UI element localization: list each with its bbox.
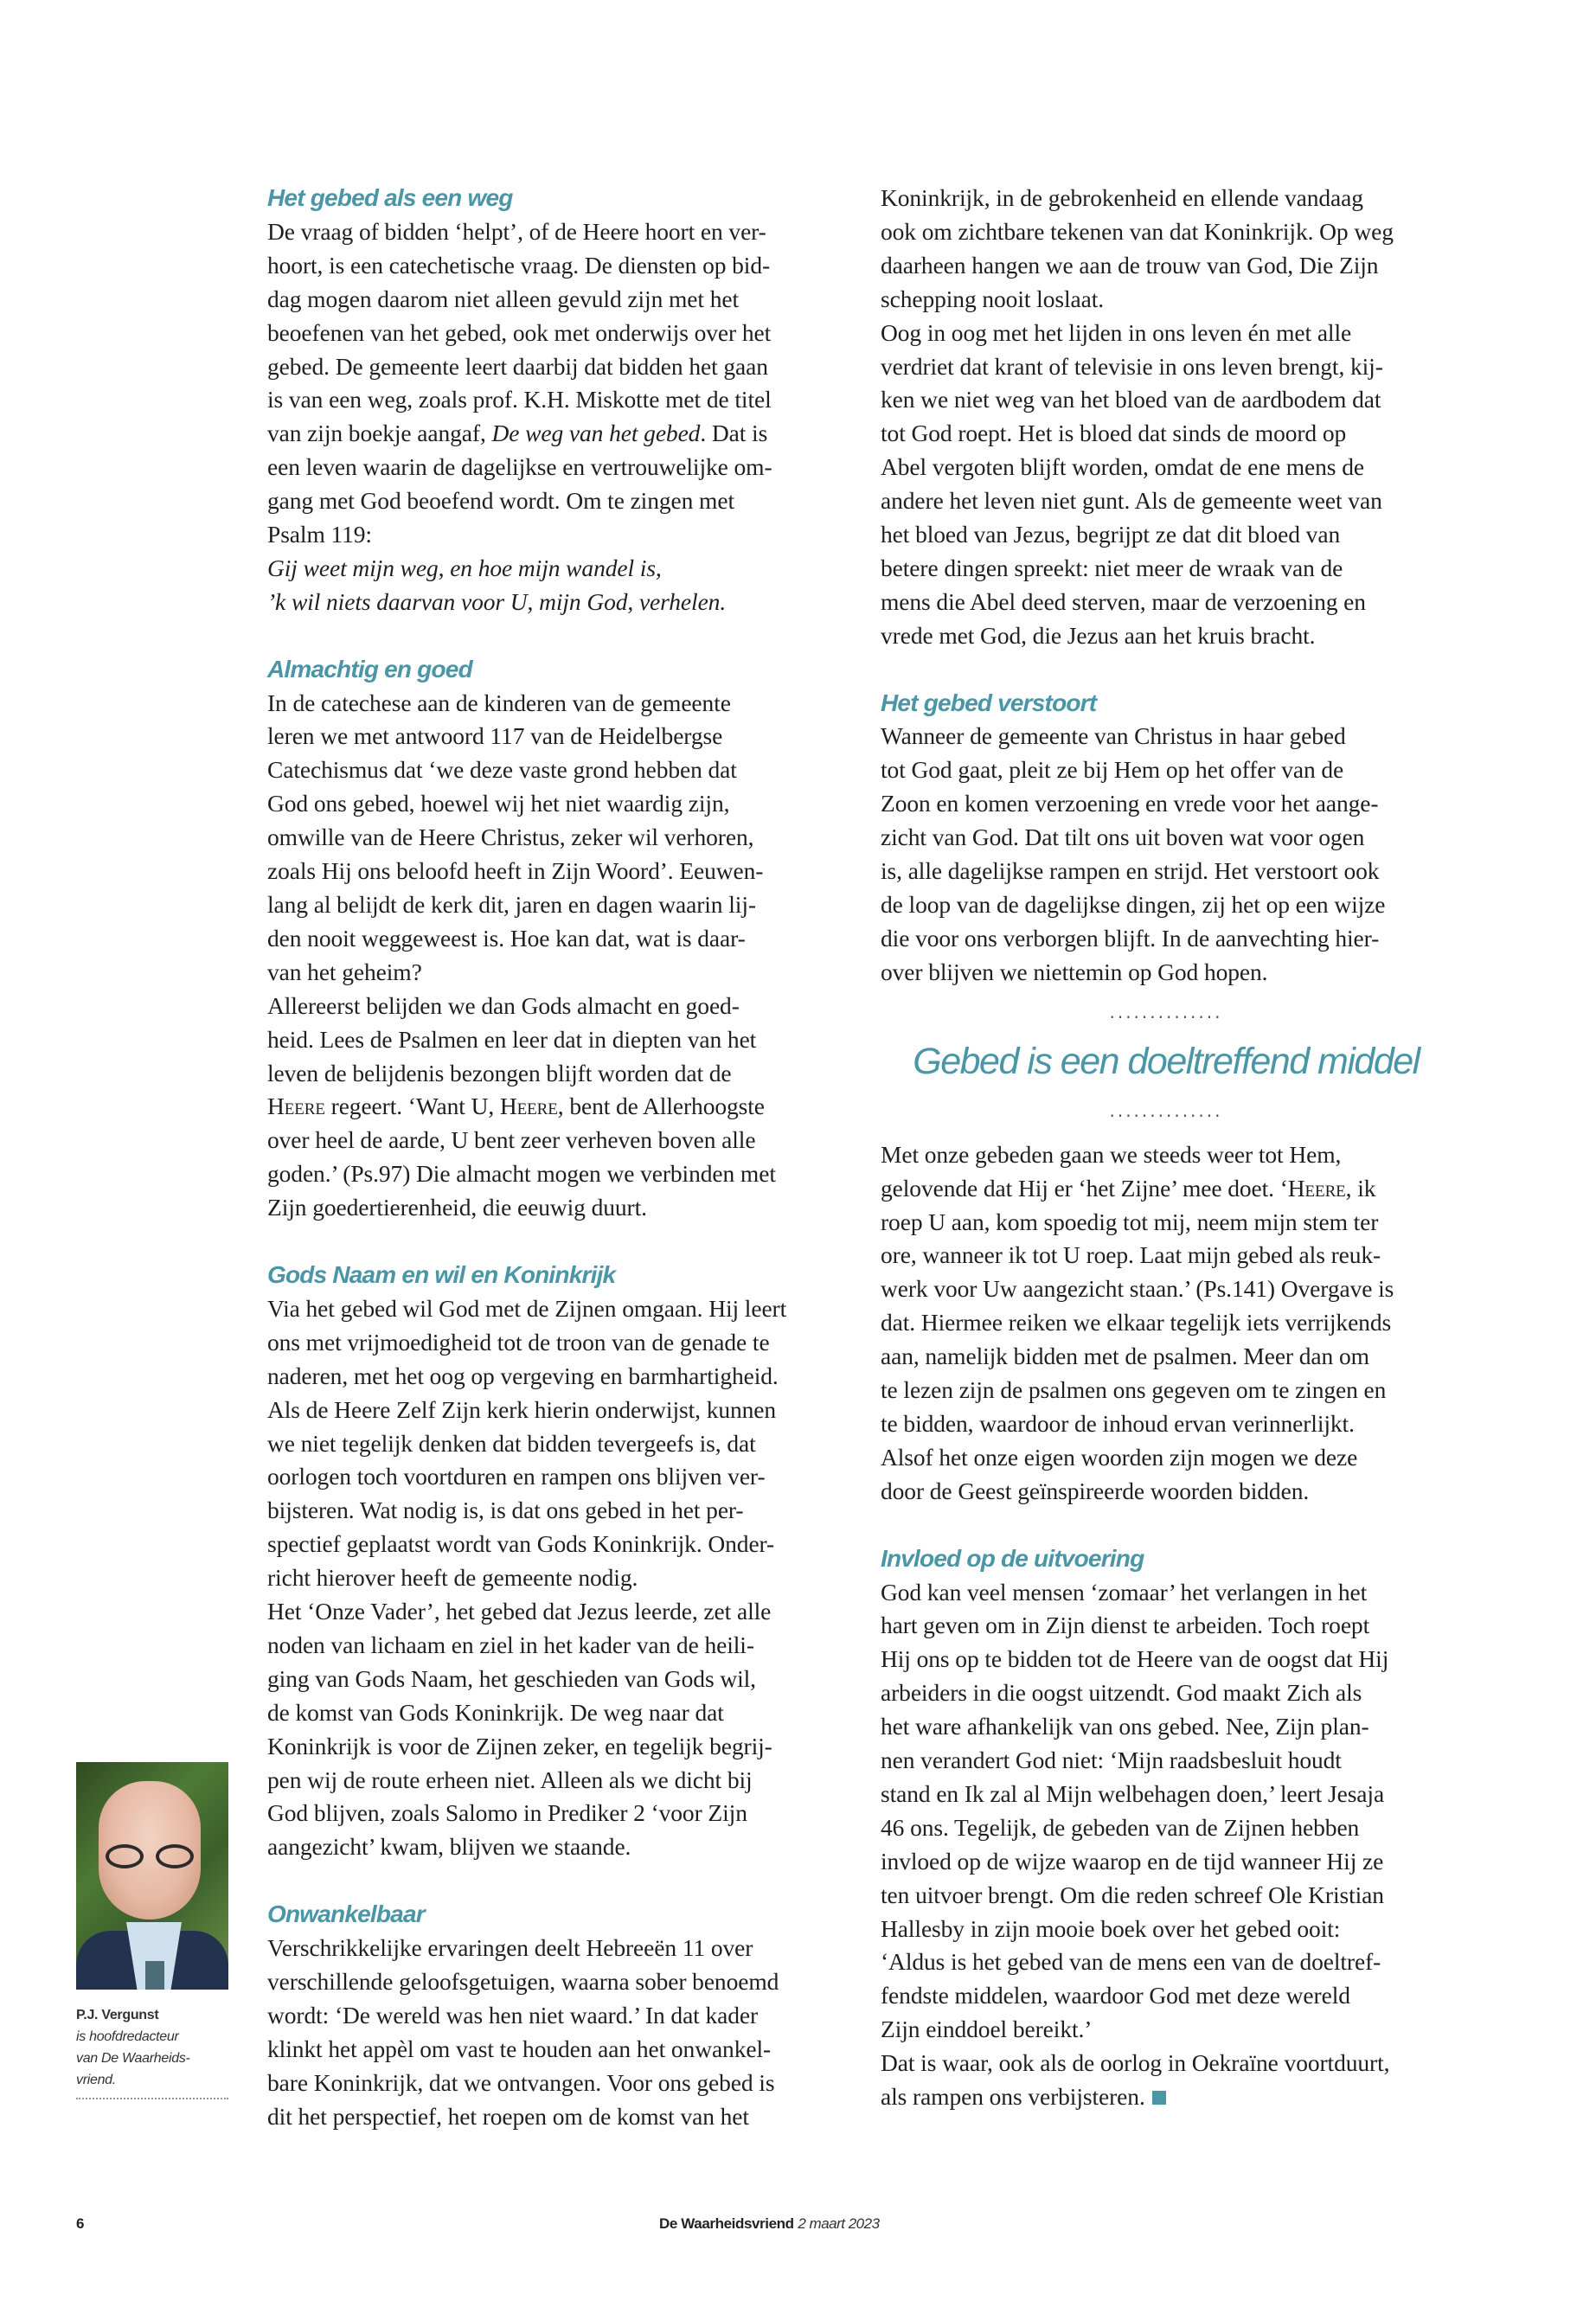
end-of-article-square-icon [1152,2091,1166,2105]
text-span: , bent de Allerhoogste [557,1093,765,1120]
text-span: , ik [1345,1174,1376,1202]
body-line: omwille van de Heere Christus, zeker wil verhoren, [267,824,754,851]
body-line: tot God roept. Het is bloed dat sinds de moord op [881,420,1347,447]
body-line: leren we met antwoord 117 van de Heidelbergse [267,722,723,750]
body-line: andere het leven niet gunt. Als de gemeente weet van [881,487,1382,515]
author-role-line: vriend. [76,2073,116,2087]
publication-footer [659,2215,880,2233]
body-line: die voor ons verborgen blijft. In de aanvechting hier- [881,924,1380,952]
text-span: gelovende dat Hij er ‘het Zijne’ mee doet. ‘ [881,1174,1288,1202]
body-line: mens die Abel deed sterven, maar de verzoening en [881,587,1366,615]
spacer [881,653,1452,687]
body-line: over heel de aarde, U bent zeer verheven boven alle [267,1126,756,1154]
body-line: nen verandert God niet: ‘Mijn raadsbesluit houdt [881,1747,1342,1774]
section-heading: Invloed op de uitvoering [881,1544,1144,1572]
body-line: ‘Aldus is het gebed van de mens een van de doeltref- [881,1948,1381,1976]
body-line: ging van Gods Naam, het geschieden van Gods wil, [267,1664,756,1692]
body-line: oorlogen toch voortduren en rampen ons blijven ver- [267,1463,766,1490]
body-line: arbeiders in die oogst uitzendt. God maakt Zich als [881,1679,1362,1707]
body-line: werk voor Uw aangezicht staan.’ (Ps.141) Overgave is [881,1275,1394,1303]
body-line: een leven waarin de dagelijkse en vertrouwelijke om- [267,453,772,481]
body-line: het ware afhankelijk van ons gebed. Nee, Zijn plan- [881,1713,1369,1740]
author-box [76,1762,228,2099]
body-line: Psalm 119: [267,521,372,548]
body-line: Koninkrijk, in de gebrokenheid en ellende vandaag [881,184,1363,211]
body-line: God kan veel mensen ‘zomaar’ het verlangen in het [881,1578,1368,1606]
body-line: de komst van Gods Koninkrijk. De weg naar dat [267,1698,724,1726]
body-line: invloed op de wijze waarop en de tijd wanneer Hij ze [881,1847,1384,1875]
body-line: is, alle dagelijkse rampen en strijd. Het verstoort ook [881,857,1380,885]
body-line: schepping nooit loslaat. [881,285,1105,312]
body-line: God ons gebed, hoewel wij het niet waardig zijn, [267,790,730,817]
small-caps-heere: Heere [1287,1174,1346,1202]
body-line: ore, wanneer ik tot U roep. Laat mijn gebed als reuk- [881,1241,1381,1269]
spacer [267,619,838,653]
body-line: het bloed van Jezus, begrijpt ze dat dit bloed van [881,521,1341,548]
text-span: . Dat is [700,420,768,447]
body-line: Hij ons op te bidden tot de Heere van de oogst dat Hij [881,1645,1389,1673]
photo-glasses [102,1844,199,1870]
body-line: te lezen zijn de psalmen ons gegeven om te zingen en [881,1376,1387,1404]
body-line: betere dingen spreekt: niet meer de wraak van de [881,554,1343,581]
body-line: Hallesby in zijn mooie boek over het gebed ooit: [881,1914,1341,1942]
body-line: Zoon en komen verzoening en vrede voor het aange- [881,790,1379,817]
right-column [881,182,1452,2114]
body-line: dat. Hiermee reiken we elkaar tegelijk iets verrijkends [881,1309,1392,1336]
body-line: ook om zichtbare tekenen van dat Koninkrijk. Op weg [881,217,1394,245]
body-line: Het ‘Onze Vader’, het gebed dat Jezus leerde, zet alle [267,1598,772,1625]
author-role-line: is hoofdredacteur [76,2029,179,2044]
body-line: te bidden, waardoor de inhoud ervan verinnerlijkt. [881,1409,1355,1437]
body-line: zoals Hij ons beloofd heeft in Zijn Woord’. Eeuwen- [267,857,764,885]
body-line: gang met God beoefend wordt. Om te zingen met [267,487,734,515]
pull-quote-text: Gebed is een doeltreffend middel [913,1040,1420,1082]
body-line: richt hierover heeft de gemeente nodig. [267,1564,638,1592]
psalm-quote-line: Gij weet mijn weg, en hoe mijn wandel is, [267,554,662,581]
body-line: gebed. De gemeente leert daarbij dat bidden het gaan [267,352,768,380]
body-line: daarheen hangen we aan de trouw van God, Die Zijn [881,251,1379,279]
body-line: hart geven om in Zijn dienst te arbeiden. Toch roept [881,1612,1370,1639]
body-line: is van een weg, zoals prof. K.H. Miskotte met de titel [267,386,772,413]
body-line [881,1172,1452,1206]
body-line: Met onze gebeden gaan we steeds weer tot Hem, [881,1140,1342,1168]
pull-quote [881,997,1452,1126]
body-line: dit het perspectief, het roepen om de komst van het [267,2102,749,2130]
body-line: ten uitvoer brengt. Om die reden schreef Ole Kristian [881,1881,1384,1908]
photo-tie [145,1961,164,1990]
body-line [881,2080,1452,2114]
body-line: Zijn goedertierenheid, die eeuwig duurt. [267,1194,647,1221]
dotted-divider [76,2098,228,2099]
body-line: klinkt het appèl om vast te houden aan het onwankel- [267,2035,772,2062]
section-heading: Gods Naam en wil en Koninkrijk [267,1260,616,1288]
body-line: goden.’ (Ps.97) Die almacht mogen we verbinden met [267,1160,776,1188]
section-heading: Almachtig en goed [267,655,472,683]
body-line: naderen, met het oog op vergeving en barmhartigheid. [267,1362,779,1389]
psalm-quote-line: ’k wil niets daarvan voor U, mijn God, verhelen. [267,587,727,615]
body-line: zicht van God. Dat tilt ons uit boven wat voor ogen [881,824,1365,851]
body-line: de loop van de dagelijkse dingen, zij het op een wijze [881,891,1386,919]
text-span: regeert. ‘Want U, [324,1093,500,1120]
body-line: Zijn einddoel bereikt.’ [881,2016,1093,2043]
body-line: God blijven, zoals Salomo in Prediker 2 ‘voor Zijn [267,1799,747,1827]
spacer [267,1864,838,1898]
body-line: den nooit weggeweest is. Hoe kan dat, wat is daar- [267,924,746,952]
page-number: 6 [76,2215,85,2232]
body-line: 46 ons. Tegelijk, de gebeden van de Zijnen hebben [881,1813,1360,1841]
body-line [267,1090,838,1124]
body-line: noden van lichaam en ziel in het kader van de heili- [267,1631,754,1658]
section-heading: Onwankelbaar [267,1900,425,1928]
body-line: aangezicht’ kwam, blijven we staande. [267,1833,631,1861]
body-line: Dat is waar, ook als de oorlog in Oekraïne voortduurt, [881,2049,1390,2077]
body-line: In de catechese aan de kinderen van de gemeente [267,689,731,716]
body-line: bare Koninkrijk, dat we ontvangen. Voor ons gebed is [267,2068,775,2096]
body-line: Oog in oog met het lijden in ons leven én met alle [881,318,1352,346]
text-span: van zijn boekje aangaf, [267,420,492,447]
body-line: ken we niet weg van het bloed van de aardbodem dat [881,386,1381,413]
author-name: P.J. Vergunst [76,2008,159,2022]
body-line: Wanneer de gemeente van Christus in haar gebed [881,722,1346,750]
body-line: spectief geplaatst wordt van Gods Koninkrijk. Onder- [267,1530,775,1558]
body-line: Als de Heere Zelf Zijn kerk hierin onderwijst, kunnen [267,1395,777,1423]
body-line: tot God gaat, pleit ze bij Hem op het offer van de [881,756,1344,784]
body-line: verdriet dat krant of televisie in ons leven brengt, kij- [881,352,1383,380]
body-line: verschillende geloofsgetuigen, waarna sober benoemd [267,1967,779,1995]
body-line: van het geheim? [267,958,422,985]
body-line: wordt: ‘De wereld was hen niet waard.’ In dat kader [267,2001,759,2029]
body-line: aan, namelijk bidden met de psalmen. Meer dan om [881,1343,1369,1370]
book-title: De weg van het gebed [491,420,701,447]
spacer [881,1509,1452,1542]
spacer [267,1225,838,1259]
body-line: door de Geest geïnspireerde woorden bidden. [881,1477,1310,1504]
body-line: Via het gebed wil God met de Zijnen omgaan. Hij leert [267,1294,787,1322]
body-line: vrede met God, die Jezus aan het kruis bracht. [881,621,1316,649]
body-line: heid. Lees de Psalmen en leer dat in diepten van het [267,1025,757,1053]
body-line: Koninkrijk is voor de Zijnen zeker, en tegelijk begrij- [267,1732,772,1759]
body-line: roep U aan, kom spoedig tot mij, neem mijn stem ter [881,1208,1379,1235]
body-line: fendste middelen, waardoor God met deze wereld [881,1982,1350,2009]
left-column [267,182,838,2134]
body-line: De vraag of bidden ‘helpt’, of de Heere hoort en ver- [267,217,766,245]
body-line: Alsof het onze eigen woorden zijn mogen we deze [881,1443,1358,1471]
publication-name: De Waarheidsvriend [659,2215,794,2232]
body-line: bijsteren. Wat nodig is, is dat ons gebed in het per- [267,1497,744,1524]
body-line: Catechismus dat ‘we deze vaste grond hebben dat [267,756,737,784]
small-caps-heere: Heere [499,1093,558,1120]
body-line: dag mogen daarom niet alleen gevuld zijn met het [267,285,740,312]
body-line [267,417,838,451]
body-line: Allereerst belijden we dan Gods almacht en goed- [267,991,740,1019]
body-line: beoefenen van het gebed, ook met onderwijs over het [267,318,772,346]
small-caps-heere: Heere [267,1093,325,1120]
body-line: over blijven we niettemin op God hopen. [881,958,1268,985]
section-heading: Het gebed als een weg [267,184,513,211]
body-line: pen wij de route erheen niet. Alleen als we dicht bij [267,1766,753,1793]
body-line: leven de belijdenis bezongen blijft worden dat de [267,1059,732,1086]
author-role-line: van De Waarheids- [76,2051,190,2066]
section-heading: Het gebed verstoort [881,689,1097,716]
body-line: ons met vrijmoedigheid tot de troon van de genade te [267,1328,770,1356]
body-line: Verschrikkelijke ervaringen deelt Hebreeën 11 over [267,1934,753,1962]
body-line: Abel vergoten blijft worden, omdat de ene mens de [881,453,1364,481]
body-line: lang al belijdt de kerk dit, jaren en dagen waarin lij- [267,891,756,919]
text-span: als rampen ons verbijsteren. [881,2083,1145,2111]
publication-date: 2 maart 2023 [798,2215,880,2232]
author-photo [76,1762,228,1990]
dotted-divider-bottom: .............. [1109,1099,1223,1121]
body-line: we niet tegelijk denken dat bidden tevergeefs is, dat [267,1429,756,1457]
body-line: hoort, is een catechetische vraag. De diensten op bid- [267,251,771,279]
dotted-divider-top: .............. [1109,1001,1223,1022]
body-line: stand en Ik zal al Mijn welbehagen doen,’ leert Jesaja [881,1779,1385,1807]
